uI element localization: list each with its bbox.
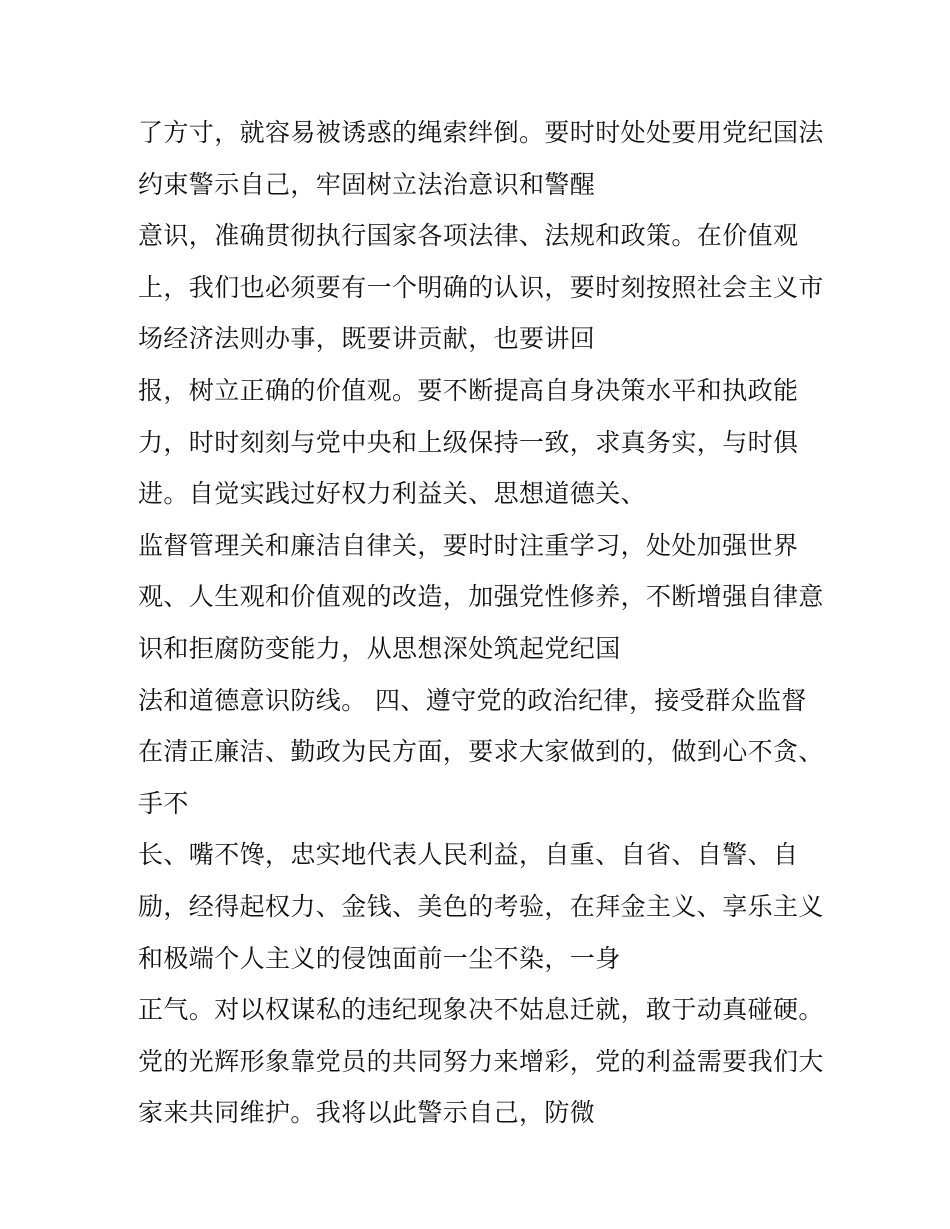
body-text: [138, 107, 838, 1139]
text-line: 在清正廉洁、勤政为民方面，要求大家做到的，做到心不贪、: [138, 737, 824, 767]
text-line: 正气。对以权谋私的违纪现象决不姑息迁就，敢于动真碰硬。: [138, 995, 824, 1025]
text-line: 进。自觉实践过好权力利益关、思想道德关、: [138, 479, 647, 509]
text-line: 观、人生观和价值观的改造，加强党性修养，不断增强自律意: [138, 582, 824, 612]
text-line: 手不: [138, 788, 189, 818]
text-line: 场经济法则办事，既要讲贡献，也要讲回: [138, 324, 596, 354]
text-line: 励，经得起权力、金钱、美色的考验，在拜金主义、享乐主义: [138, 891, 824, 921]
text-line: 法和道德意识防线。 四、遵守党的政治纪律，接受群众监督: [138, 685, 807, 715]
text-line: 监督管理关和廉洁自律关，要时时注重学习，处处加强世界: [138, 530, 799, 560]
text-line: 识和拒腐防变能力，从思想深处筑起党纪国: [138, 633, 621, 663]
text-line: 党的光辉形象靠党员的共同努力来增彩，党的利益需要我们大: [138, 1046, 824, 1076]
text-line: 报，树立正确的价值观。要不断提高自身决策水平和执政能: [138, 375, 799, 405]
text-line: 意识，准确贯彻执行国家各项法律、法规和政策。在价值观: [138, 221, 799, 251]
text-line: 家来共同维护。我将以此警示自己，防微: [138, 1098, 596, 1128]
text-line: 力，时时刻刻与党中央和上级保持一致，求真务实，与时俱: [138, 427, 799, 457]
text-line: 约束警示自己，牢固树立法治意识和警醒: [138, 169, 596, 199]
text-line: 长、嘴不馋，忠实地代表人民利益，自重、自省、自警、自: [138, 840, 799, 870]
text-line: 上，我们也必须要有一个明确的认识，要时刻按照社会主义市: [138, 272, 824, 302]
text-line: 和极端个人主义的侵蚀面前一尘不染，一身: [138, 943, 621, 973]
text-line: 了方寸，就容易被诱惑的绳索绊倒。要时时处处要用党纪国法: [138, 118, 824, 147]
